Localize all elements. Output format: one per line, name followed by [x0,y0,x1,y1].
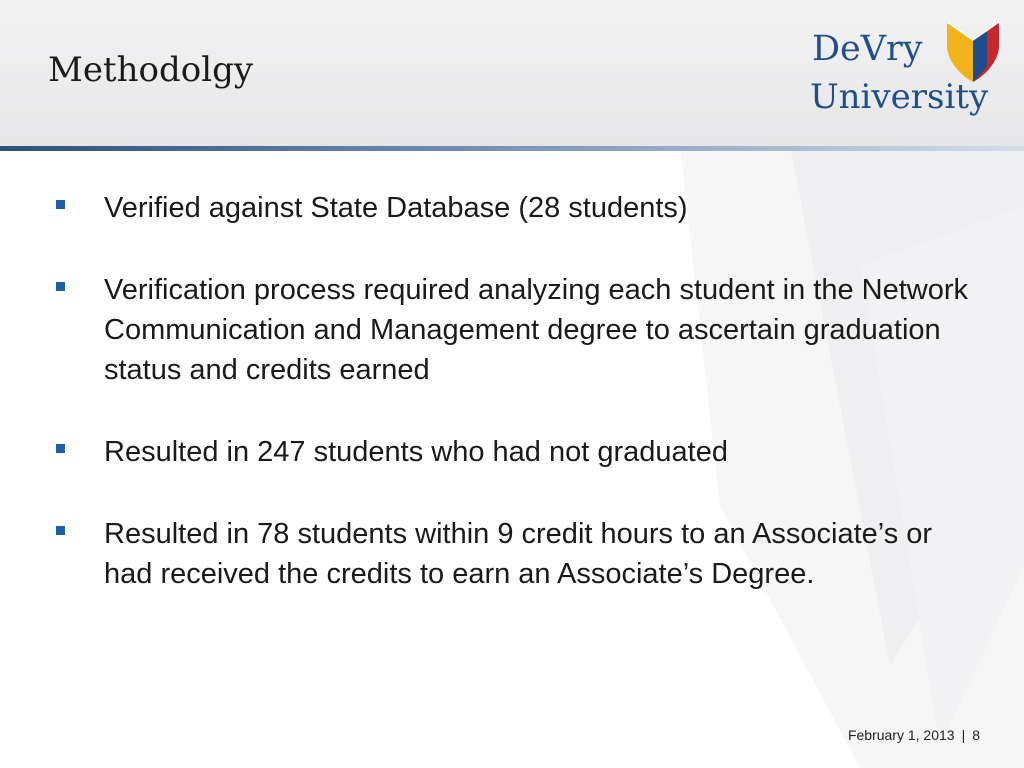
bullet-text: Resulted in 78 students within 9 credit hours to an Associate’s or had received the credits to earn an Associate’s Degree. [104,518,933,590]
list-item [50,514,970,594]
bullet-text: Resulted in 247 students who had not graduated [104,436,728,468]
list-item [50,188,970,228]
logo-text-devry: DeVry [812,29,923,69]
square-bullet-icon [56,526,65,535]
shield-icon [944,18,1002,84]
footer-date: February 1, 2013 [847,727,955,743]
slide-title: Methodolgy [48,50,254,90]
square-bullet-icon [56,444,65,453]
square-bullet-icon [56,200,65,209]
list-item [50,270,970,390]
header-divider [0,146,1024,151]
list-item [50,432,970,472]
square-bullet-icon [56,282,65,291]
bullet-text: Verification process required analyzing each student in the Network Communication and Management degree to ascertain graduation status and credits earned [104,274,969,386]
slide-footer [848,727,980,743]
bullet-text: Verified against State Database (28 students) [104,192,688,224]
devry-logo [808,18,1008,128]
bullet-list [50,188,970,636]
logo-text-university: University [810,77,989,117]
page-number: 8 [972,727,980,743]
footer-separator: | [961,727,966,743]
